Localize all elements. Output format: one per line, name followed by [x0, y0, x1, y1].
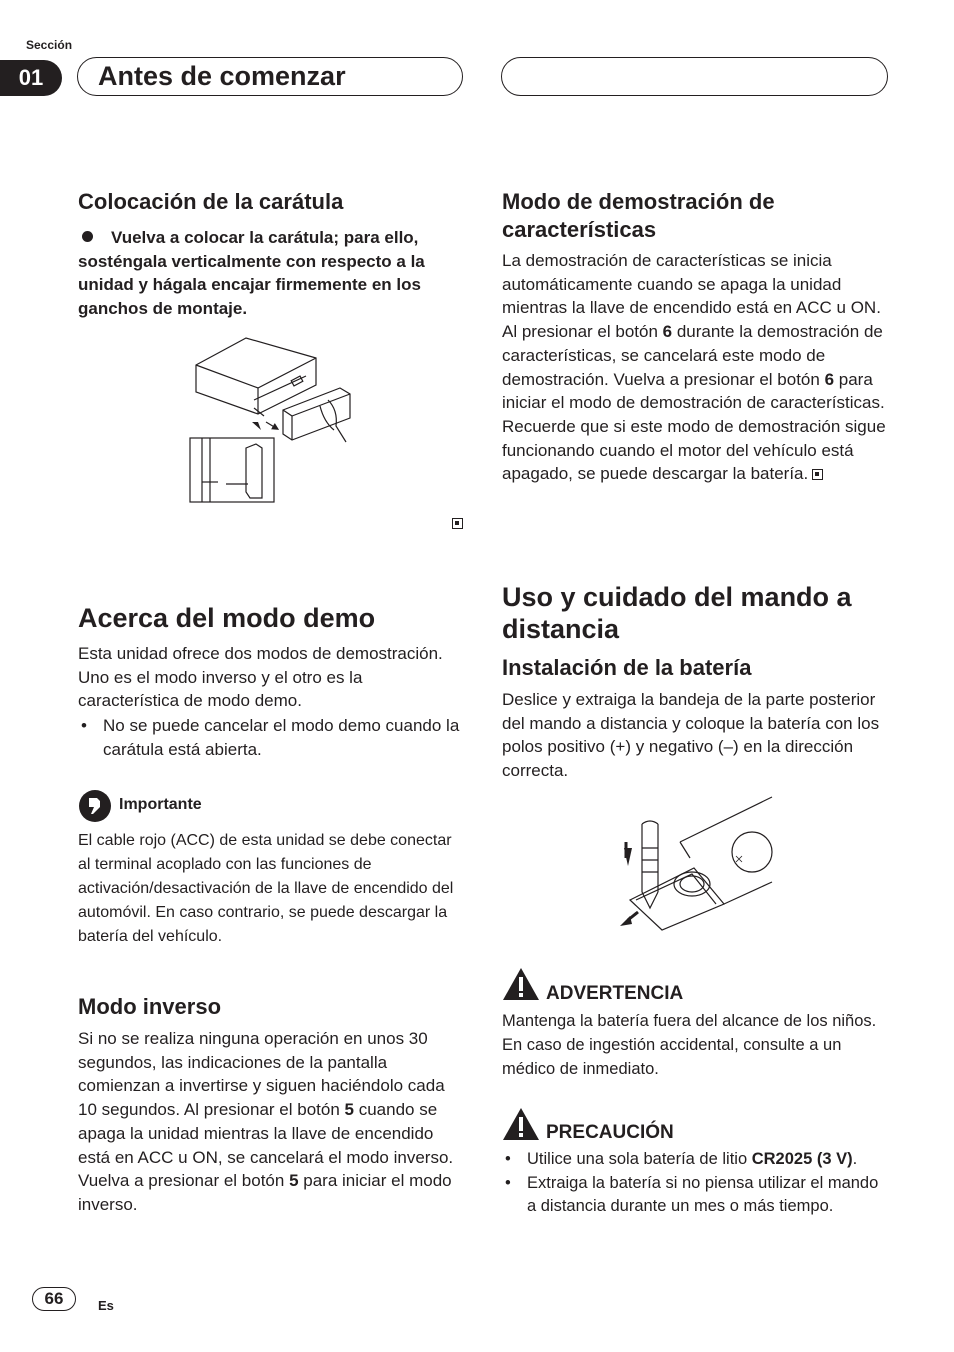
- demo-text-2: durante la demostración de características, se cancelará este modo de demostración. Vuelva a presionar el botón: [502, 322, 883, 389]
- section-label: Sección: [26, 38, 73, 52]
- advertencia-label: ADVERTENCIA: [546, 983, 684, 1004]
- battery-model: CR2025 (3 V): [751, 1150, 853, 1168]
- demo-text-1: La demostración de características se inicia automáticamente cuando se apaga la unidad mientras la llave de encendido está en ACC u ON. Al presionar el botón: [502, 251, 881, 342]
- precaucion-text-1: Utilice una sola batería de litio: [527, 1150, 752, 1168]
- acerca-heading: Acerca del modo demo: [78, 603, 376, 633]
- important-body: El cable rojo (ACC) de esta unidad se debe conectar al terminal acoplado con las funciones de activación/desactivación de la llave de encendido del automóvil. En caso contrario, se puede descargar la batería del vehículo.: [78, 832, 454, 945]
- precaucion-label: PRECAUCIÓN: [546, 1122, 674, 1143]
- important-label: Importante: [119, 796, 202, 813]
- caution-icon: [502, 1107, 540, 1141]
- colocacion-instruction-text: Vuelva a colocar la carátula; para ello, sosténgala verticalmente con respecto a la unidad y hágala encajar firmemente en los ganchos de montaje.: [78, 228, 425, 319]
- colocacion-instruction: [78, 226, 463, 321]
- advertencia-body: Mantenga la batería fuera del alcance de los niños. En caso de ingestión accidental, consulte a un médico de inmediato.: [502, 1012, 877, 1078]
- precaucion-bullets: [502, 1148, 888, 1219]
- list-item: [502, 1148, 888, 1172]
- acerca-body: Esta unidad ofrece dos modos de demostración. Uno es el modo inverso y el otro es la característica de modo demo.: [78, 644, 443, 711]
- precaucion-text-1-end: .: [852, 1150, 858, 1168]
- acerca-bullets: [78, 714, 463, 761]
- language-code: Es: [98, 1298, 114, 1313]
- section-end-icon: [452, 518, 463, 529]
- bullet-dot-icon: [82, 231, 93, 242]
- instalacion-body: Deslice y extraiga la bandeja de la parte posterior del mando a distancia y coloque la batería con los polos positivo (+) y negativo (–) en la dirección correcta.: [502, 690, 880, 781]
- warning-icon: [502, 967, 540, 1001]
- section-end-icon: [812, 469, 823, 480]
- header-empty-pill: [501, 57, 888, 96]
- instalacion-heading: Instalación de la batería: [502, 655, 752, 680]
- list-item: • Extraiga la batería si no piensa utilizar el mando a distancia durante un mes o más tiempo.: [502, 1172, 888, 1219]
- section-number-badge: 01: [0, 60, 62, 96]
- demo-text-3: para iniciar el modo de demostración de características. Recuerde que si este modo de demostración sigue funcionando cuando el motor del vehículo está apagado, se puede descargar la batería.: [502, 369, 886, 484]
- uso-heading: Uso y cuidado del mando a distancia: [502, 582, 852, 644]
- colocacion-heading: Colocación de la carátula: [78, 189, 344, 214]
- demo-caracteristicas-body: [502, 249, 888, 486]
- page-number: 66: [32, 1287, 76, 1311]
- inverso-text-3: para iniciar el modo inverso.: [78, 1171, 452, 1214]
- inverso-body: [78, 1027, 463, 1217]
- button-ref: 5: [344, 1100, 354, 1120]
- button-ref: 6: [662, 322, 673, 342]
- button-ref: 5: [289, 1171, 299, 1191]
- demo-caracteristicas-heading: Modo de demostración de características: [502, 189, 775, 242]
- important-icon: [78, 789, 112, 823]
- section-title: Antes de comenzar: [77, 57, 463, 96]
- battery-tray-illustration: [612, 792, 777, 934]
- inverso-text-1: Si no se realiza ninguna operación en unos 30 segundos, las indicaciones de la pantalla comienzan a invertirse y siguen haciéndolo cada 10 segundos. Al presionar el botón: [78, 1029, 445, 1120]
- button-ref: 6: [824, 369, 835, 389]
- list-item: • No se puede cancelar el modo demo cuando la carátula está abierta.: [78, 714, 463, 761]
- faceplate-illustration: [188, 330, 358, 505]
- inverso-heading: Modo inverso: [78, 994, 222, 1019]
- inverso-text-2: cuando se apaga la unidad mientras la llave de encendido está en ACC u ON, se cancelará el modo inverso. Vuelva a presionar el botón: [78, 1100, 454, 1191]
